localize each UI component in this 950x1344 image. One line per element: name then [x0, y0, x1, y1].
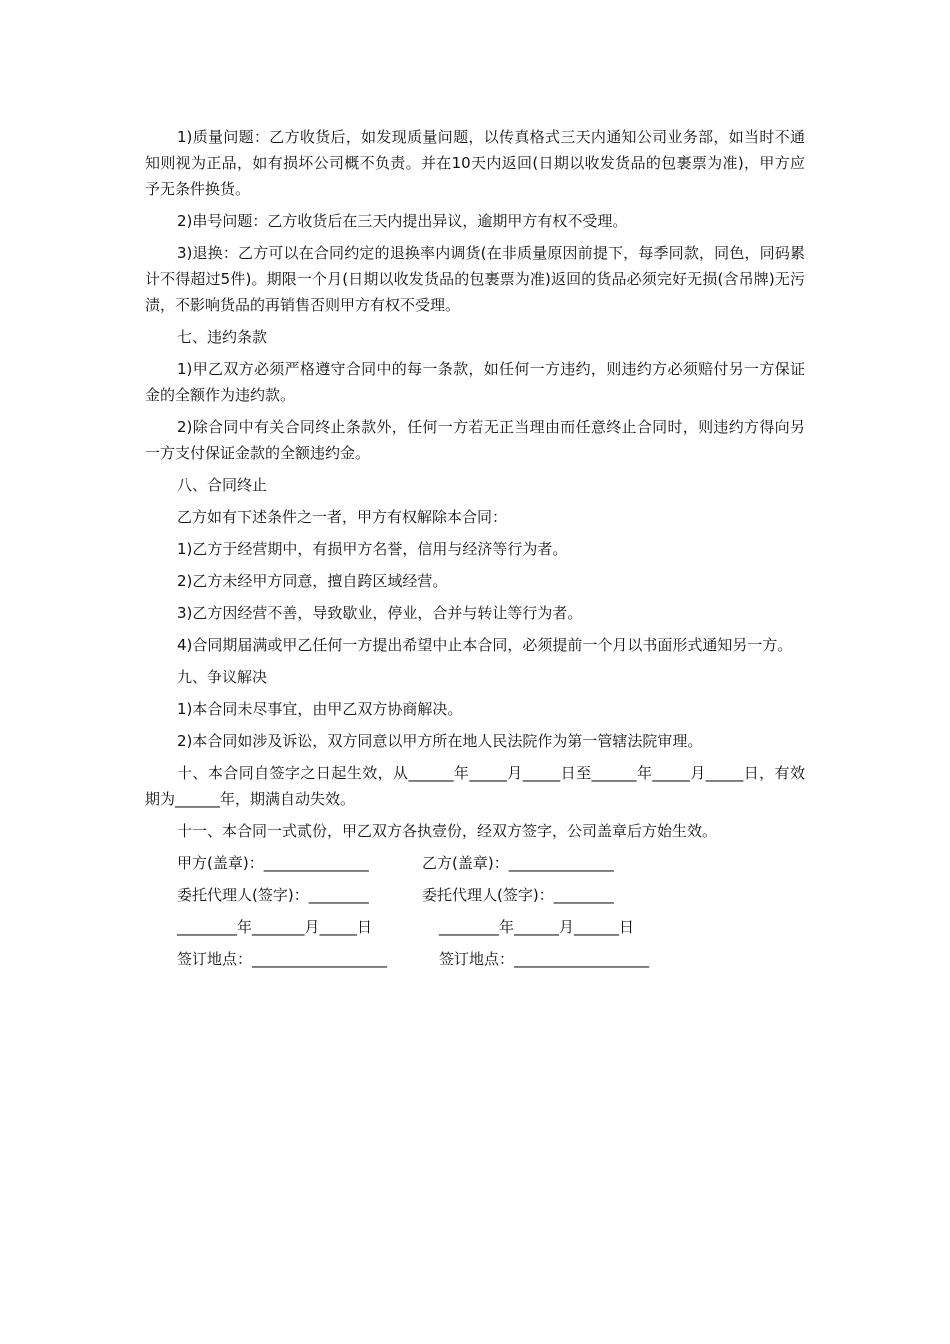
party-b-date: ________年______月______日: [439, 918, 635, 936]
clause-copies: 十一、本合同一式贰份，甲乙双方各执壹份，经双方签字，公司盖章后方始生效。: [177, 822, 718, 840]
party-a-agent: 委托代理人(签字)：________: [177, 886, 369, 904]
clause-dispute-1: 1)本合同未尽事宜，由甲乙双方协商解决。: [177, 700, 463, 718]
heading-breach: 七、违约条款: [177, 328, 268, 346]
contract-body: [145, 124, 805, 978]
clause-effective-date: 十、本合同自签字之日起生效，从______年_____月_____日至______年_____月_____日，有效期为______年，期满自动失效。: [145, 764, 805, 808]
clause-termination-1: 1)乙方于经营期中，有损甲方名誉，信用与经济等行为者。: [177, 540, 568, 558]
signature-place-row: [145, 946, 805, 972]
party-a-seal: 甲方(盖章)：______________: [177, 854, 369, 872]
clause-quality-issue: 1)质量问题：乙方收货后，如发现质量问题，以传真格式三天内通知公司业务部，如当时不通知则视为正品，如有损坏公司概不负责。并在10天内返回(日期以收发货品的包裹票为准)，甲方应予无条件换货。: [145, 128, 805, 198]
party-a-place: 签订地点：__________________: [177, 950, 388, 968]
clause-breach-2: 2)除合同中有关合同终止条款外，任何一方若无正当理由而任意终止合同时，则违约方得向另一方支付保证金款的全额违约金。: [145, 418, 805, 462]
heading-termination: 八、合同终止: [177, 476, 268, 494]
signature-agent-row: [145, 882, 805, 908]
clause-termination-3: 3)乙方因经营不善，导致歇业，停业，合并与转让等行为者。: [177, 604, 583, 622]
party-b-place: 签订地点：__________________: [439, 950, 650, 968]
heading-dispute: 九、争议解决: [177, 668, 268, 686]
clause-returns: 3)退换：乙方可以在合同约定的退换率内调货(在非质量原因前提下，每季同款，同色，同码累计不得超过5件)。期限一个月(日期以收发货品的包裹票为准)返回的货品必须完好无损(含吊牌)无污渍，不影响货品的再销售否则甲方有权不受理。: [145, 244, 805, 314]
clause-termination-4: 4)合同期届满或甲乙任何一方提出希望中止本合同，必须提前一个月以书面形式通知另一方。: [177, 636, 793, 654]
party-a-date: ________年_______月_____日: [177, 918, 373, 936]
clause-termination-intro: 乙方如有下述条件之一者，甲方有权解除本合同：: [177, 508, 508, 526]
signature-seal-row: [145, 850, 805, 876]
clause-dispute-2: 2)本合同如涉及诉讼，双方同意以甲方所在地人民法院作为第一管辖法院审理。: [177, 732, 703, 750]
signature-date-row: [145, 914, 805, 940]
party-b-agent: 委托代理人(签字)：________: [422, 886, 614, 904]
party-b-seal: 乙方(盖章)：______________: [422, 854, 614, 872]
clause-termination-2: 2)乙方未经甲方同意，擅自跨区域经营。: [177, 572, 448, 590]
clause-serial-issue: 2)串号问题：乙方收货后在三天内提出异议，逾期甲方有权不受理。: [177, 212, 628, 230]
clause-breach-1: 1)甲乙双方必须严格遵守合同中的每一条款，如任何一方违约，则违约方必须赔付另一方保证金的全额作为违约款。: [145, 360, 805, 404]
